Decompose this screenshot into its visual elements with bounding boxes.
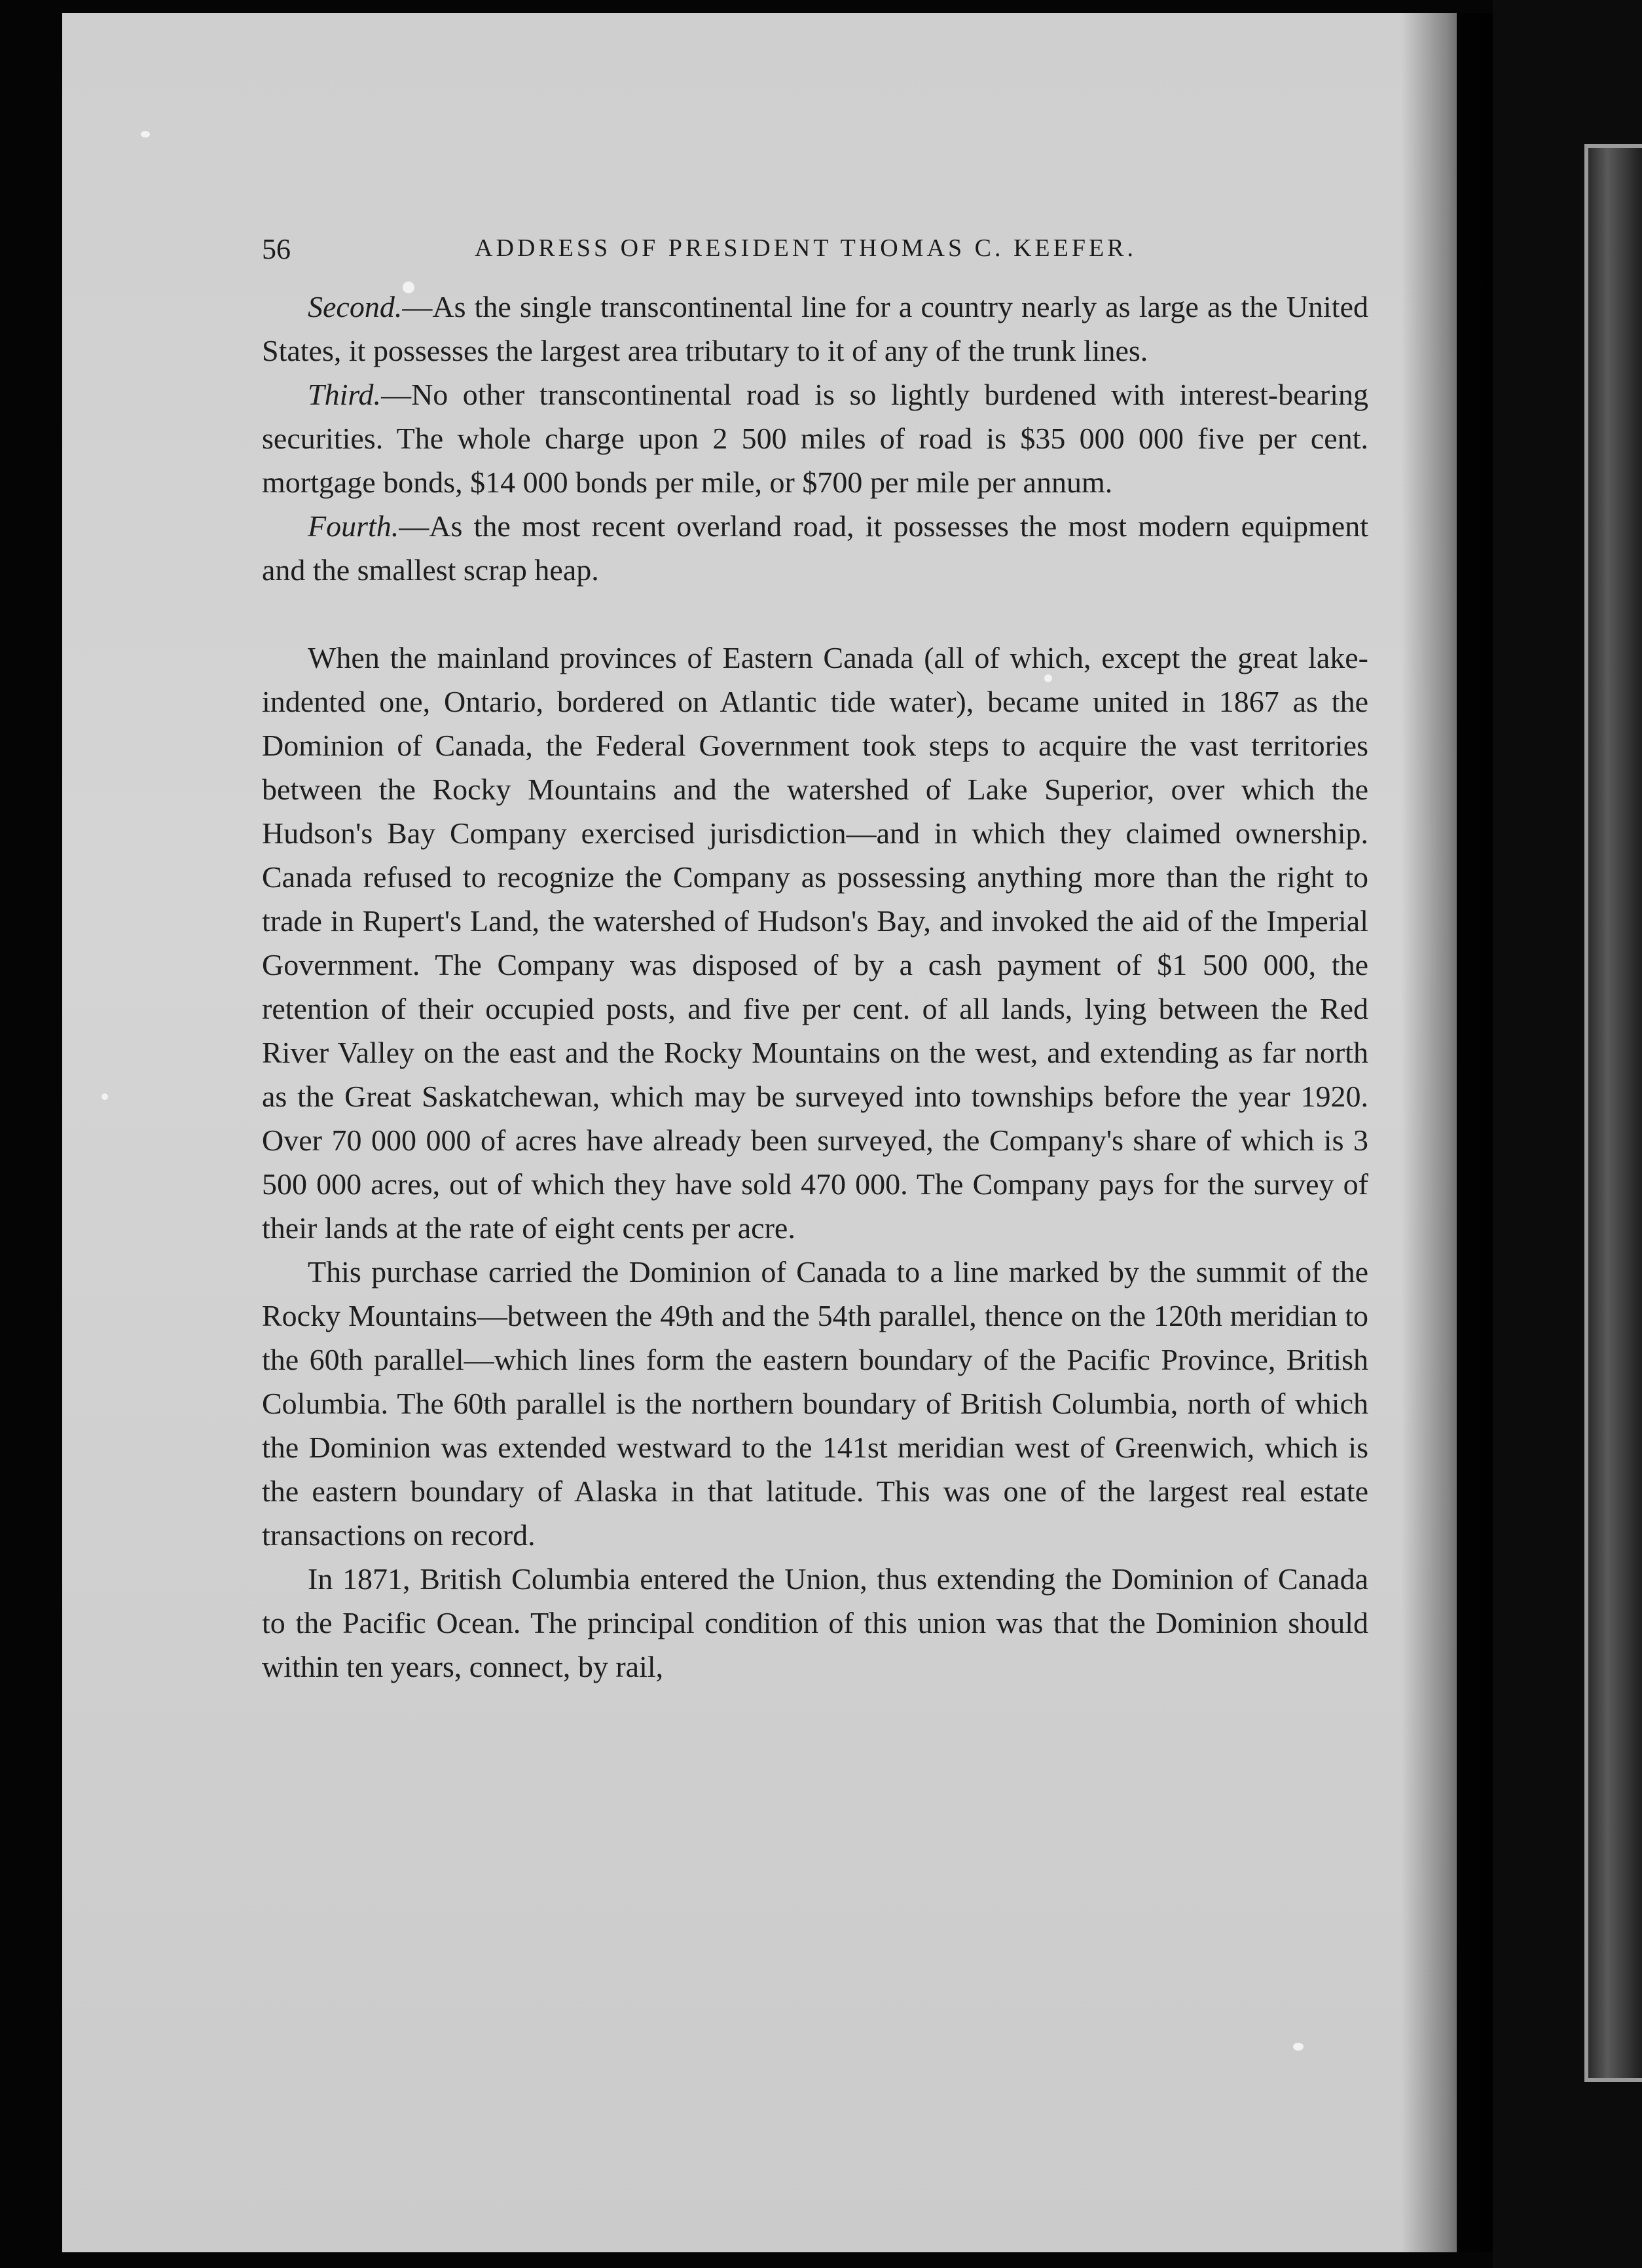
scan-speck [141,131,150,137]
facing-page-edge [1584,144,1642,2082]
paragraph-text: In 1871, British Columbia entered the Union, thus extending the Dominion of Canada to the Pacific Ocean. The principal condition of this union was that the Dominion should within ten years, connect, by rail, [262,1562,1368,1683]
paragraph-text: When the mainland provinces of Eastern Canada (all of which, except the great lake-indented one, Ontario, bordered on Atlantic tide water), became united in 1867 as the Dominion of Canada, the Federal Government took steps to acquire the vast territories between the Rocky Mountains and the watershed of Lake Superior, over which the Hudson's Bay Company exercised jurisdiction—and in which they claimed ownership. Canada refused to recognize the Company as possessing anything more than the right to trade in Rupert's Land, the watershed of Hudson's Bay, and invoked the aid of the Imperial Government. The Company was disposed of by a cash payment of $1 500 000, the retention of their occupied posts, and five per cent. of all lands, lying between the Red River Valley on the east and the Rocky Mountains on the west, and extending as far north as the Great Saskatchewan, which may be surveyed into townships before the year 1920. Over 70 000 000 of acres have already been surveyed, the Company's share of which is 3 500 000 acres, out of which they have sold 470 000. The Company pays for the survey of their lands at the rate of eight cents per acre. [262,641,1368,1245]
scan-speck [101,1093,108,1100]
paragraph-text: This purchase carried the Dominion of Canada to a line marked by the summit of the Rocky Mountains—between the 49th and the 54th parallel, thence on the 120th meridian to the 60th parallel—which lines form the eastern boundary of the Pacific Province, British Columbia. The 60th parallel is the northern boundary of British Columbia, north of which the Dominion was extended westward to the 141st meridian west of Greenwich, which is the eastern boundary of Alaska in that latitude. This was one of the largest real estate transactions on record. [262,1255,1368,1552]
paragraph-lead: Second. [308,290,403,323]
paragraph-eastern-canada [262,636,1368,1250]
paragraph-second [262,285,1368,373]
paragraph-text: —As the most recent overland road, it possesses the most modern equipment and the smallest scrap heap. [262,509,1368,587]
paragraph-third [262,373,1368,504]
body-text [262,285,1368,1689]
paragraph-lead: Fourth. [308,509,399,543]
page-header [262,232,1375,278]
binding-shadow [1401,13,1493,2252]
paragraph-fourth [262,504,1368,592]
paragraph-text: —As the single transcontinental line for a country nearly as large as the United States, it possesses the largest area tributary to it of any of the trunk lines. [262,290,1368,367]
paragraph-lead: Third. [308,378,382,411]
paragraph-british-columbia [262,1557,1368,1689]
running-head: ADDRESS OF PRESIDENT THOMAS C. KEEFER. [475,234,1137,262]
page-number: 56 [262,233,291,265]
paragraph-purchase [262,1250,1368,1557]
paragraph-text: —No other transcontinental road is so lightly burdened with interest-bearing securities. The whole charge upon 2 500 miles of road is $35 000 000 five per cent. mortgage bonds, $14 000 bonds per mile, or $700 per mile per annum. [262,378,1368,499]
scan-speck [1293,2043,1304,2051]
